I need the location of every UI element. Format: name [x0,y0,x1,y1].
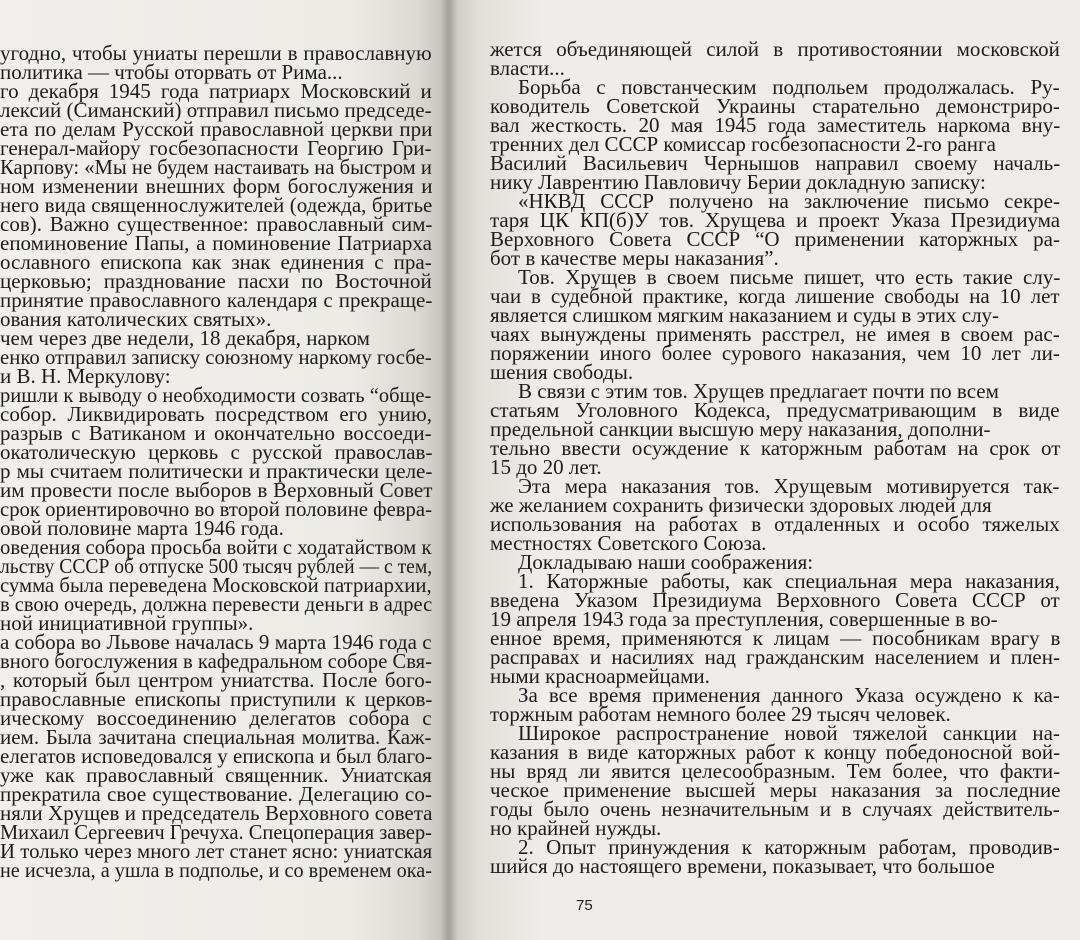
text-line: Василий Васильевич Чернышов направил своему началь- [490,151,1061,175]
text-line: принятие православного календаря с прекраще- [0,288,433,312]
text-line: В связи с этим тов. Хрущев предлагает почти по всем [518,379,999,403]
text-line: льству СССР об отпуске 500 тысяч рублей — с тем, [0,554,433,578]
text-line: ными красноармейцами. [490,664,710,688]
text-line: лексий (Симанский) отправил письмо председе- [0,98,432,122]
text-line: 19 апреля 1943 года за преступления, совершенные в во- [490,607,998,631]
text-line: торжным работам немного более 29 тысяч человек. [490,702,951,726]
text-line: И только через много лет станет ясно: униатская [0,839,433,863]
text-line: вал жесткость. 20 мая 1945 года заместитель наркома вну- [490,113,1061,137]
text-line: предельной санкции высшую меру наказания, дополни- [490,417,991,441]
text-line: овой половине марта 1946 года. [0,516,284,540]
text-line: угодно, чтобы униаты перешли в православную [0,41,432,65]
text-line: казания в виде каторжных работ к концу победоносной вой- [490,740,1061,764]
text-line: в свою очередь, должна перевести деньги в адрес [0,592,433,616]
text-line: ования католических святых». [0,307,272,331]
text-line: прекратила свое существование. Делегацию со- [0,782,432,806]
text-line: ны вряд ли явится целесообразным. Тем более, что факти- [490,759,1061,783]
text-line: статьям Уголовного Кодекса, предусматривающим в виде [490,398,1060,422]
book-gutter [440,0,458,940]
text-line: власти... [490,56,565,80]
text-line: сов). Важно существенное: православный сим- [0,212,433,236]
left-page [0,0,448,940]
text-line: чаи в судебной практике, когда лишение свободы на 10 лет [490,284,1060,308]
text-line: ическому воссоединению делегатов собора с [0,706,432,730]
text-line: собор. Ликвидировать посредством его унию, [0,402,432,426]
text-line: расправах и насилиях над гражданским населением и плен- [490,645,1060,669]
text-line: жется объединяющей силой в противостоянии московской [490,37,1060,61]
text-line: 15 до 20 лет. [490,455,602,479]
text-line: Борьба с повстанческим подпольем продолжалась. Ру- [518,75,1060,99]
text-line: срок ориентировочно во второй половине февра- [0,497,433,521]
text-line: уже как православный священник. Униатская [0,763,432,787]
text-line: тельно ввести осуждение к каторжным работам на срок от [490,436,1061,460]
text-line: сумма была переведена Московской патриархии, [0,573,432,597]
text-line: няли Хрущев и председатель Верховного совета [0,801,433,825]
right-page [448,0,1080,940]
page-number: 75 [576,897,593,914]
text-line: оведения собора просьба войти с ходатайством к [0,535,432,559]
text-line: же желанием сохранить физически здоровых людей для [490,493,992,517]
text-line: ческое применение высшей меры наказания за последние [490,778,1061,802]
text-line: Карпову: «Мы не будем настаивать на быстром и [0,155,432,179]
text-line: православные епископы приступили к церков- [0,687,433,711]
text-line: , который был центром униатства. После бого- [0,668,432,692]
text-line: вного богослужения в кафедральном соборе Свя- [0,649,432,673]
text-line: Докладываю наши соображения: [518,550,814,574]
text-line: енко отправил записку союзному наркому госбе- [0,345,432,369]
text-line: использования на работах в отдаленных и особо тяжелых [490,512,1060,536]
text-line: ном изменении внешних форм богослужения и [0,174,433,198]
text-line: елегатов исповедовался у епископа и был благо- [0,744,433,768]
text-line: является слишком мягким наказанием и суды в этих слу- [490,303,1000,327]
text-line: За все время применения данного Указа осуждено к ка- [518,683,1060,707]
text-line: 1. Каторжные работы, как специальная мера наказания, [518,569,1060,593]
text-line: разрыв с Ватиканом и окончательно воссоеди- [0,421,432,445]
text-line: ководитель Советской Украины старательно демонстриро- [490,94,1060,118]
text-line: ием. Была зачитана специальная молитва. Каж- [0,725,432,749]
text-line: ной инициативной группы». [0,611,254,635]
text-line: Тов. Хрущев в своем письме пишет, что есть такие слу- [518,265,1061,289]
text-line: а собора во Львове началась 9 марта 1946 года с [0,630,432,654]
text-line: шения свободы. [490,360,634,384]
text-line: чем через две недели, 18 декабря, нарком [0,326,370,350]
text-line: но крайней нужды. [490,816,662,840]
text-line: Верховного Совета СССР “О применении каторжных ра- [490,227,1060,251]
text-line: поряжении иного более сурового наказания, чем 10 лет ли- [490,341,1060,365]
text-line: р мы считаем политически и практически целе- [0,459,433,483]
text-line: ославного епископа как знак единения с пра- [0,250,432,274]
text-line: не исчезла, а ушла в подполье, и со временем ока- [0,858,432,882]
text-line: Михаил Сергеевич Гречуха. Спецоперация завер- [0,820,432,844]
text-line: Широкое распространение новой тяжелой санкции на- [518,721,1060,745]
text-line: таря ЦК КП(б)У тов. Хрущева и проект Указа Президиума [490,208,1061,232]
text-line: «НКВД СССР получено на заключение письмо секре- [518,189,1060,213]
text-line: церковью; празднование пасхи по Восточной [0,269,432,293]
text-line: Эта мера наказания тов. Хрущевым мотивируется так- [518,474,1060,498]
text-line: им провести после выборов в Верховный Совет [0,478,433,502]
text-line: бот в качестве меры наказания”. [490,246,779,270]
text-line: и В. Н. Меркулову: [0,364,171,388]
text-line: тренних дел СССР комиссар госбезопасности 2-го ранга [490,132,996,156]
text-line: го декабря 1945 года патриарх Московский и [0,79,432,103]
text-line: окатолическую церковь с русской православ- [0,440,433,464]
text-line: 2. Опыт принуждения к каторжным работам, проводив- [518,835,1060,859]
text-line: ришли к выводу о необходимости созвать “обще- [0,383,432,407]
text-line: чаях вынуждены применять расстрел, не имея в своем рас- [490,322,1060,346]
text-line: него вида священнослужителей (одежда, бритье [0,193,433,217]
text-line: введена Указом Президиума Верховного Совета СССР от [490,588,1060,612]
text-line: местностях Советского Союза. [490,531,767,555]
text-line: ета по делам Русской православной церкви при [0,117,433,141]
text-line: епоминовение Папы, а поминовение Патриарха [0,231,432,255]
text-line: годы было очень незначительным и в случаях действитель- [490,797,1060,821]
text-line: политика — чтобы оторвать от Рима... [0,60,343,84]
text-line: генерал-майору госбезопасности Георгию Гри- [0,136,432,160]
text-line: енное время, применяются к лицам — пособникам врагу в [490,626,1061,650]
text-line: нику Лаврентию Павловичу Берии докладную записку: [490,170,986,194]
text-line: шийся до настоящего времени, показывает, что большое [490,854,995,878]
